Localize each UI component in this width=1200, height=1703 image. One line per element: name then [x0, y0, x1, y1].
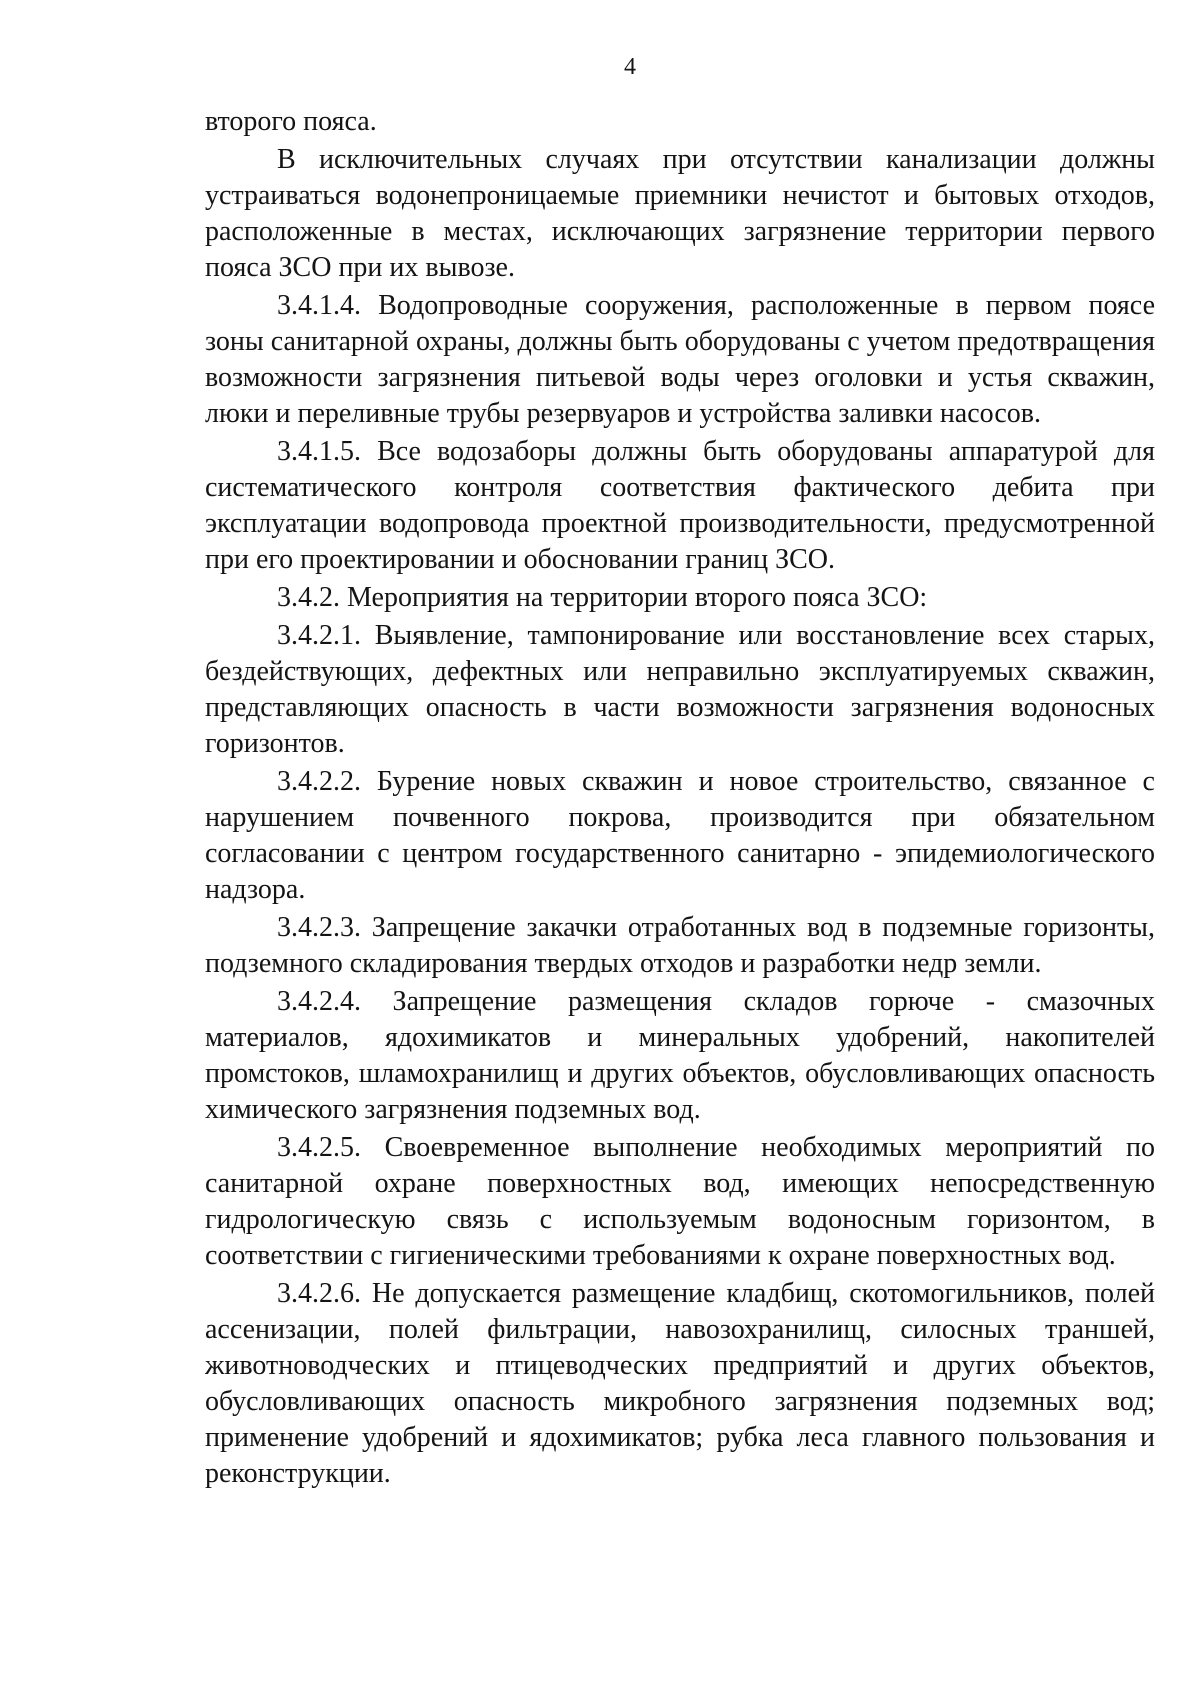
- paragraph-3-4-2-2: 3.4.2.2. Бурение новых скважин и новое строительство, связанное с нарушением почвенного покрова, производится при обязательном согласовании с центром государственного санитарно - эпидемиологического надзора.: [205, 766, 1155, 905]
- paragraph-continuation: второго пояса.: [205, 106, 377, 137]
- document-body: [205, 104, 1155, 1494]
- paragraph-3-4-2-3: 3.4.2.3. Запрещение закачки отработанных вод в подземные горизонты, подземного складирования твердых отходов и разработки недр земли.: [205, 912, 1155, 979]
- page-number: 4: [624, 54, 636, 80]
- paragraph-3-4-2-5: 3.4.2.5. Своевременное выполнение необходимых мероприятий по санитарной охране поверхностных вод, имеющих непосредственную гидрологическую связь с используемым водоносным горизонтом, в соответствии с гигиеническими требованиями к охране поверхностных вод.: [205, 1132, 1155, 1271]
- paragraph-3-4-2: 3.4.2. Мероприятия на территории второго пояса ЗСО:: [277, 582, 928, 613]
- paragraph-sewage-receivers: В исключительных случаях при отсутствии канализации должны устраиваться водонепроницаемые приемники нечистот и бытовых отходов, расположенные в местах, исключающих загрязнение территории первого пояса ЗСО при их вывозе.: [205, 144, 1155, 283]
- paragraph-3-4-1-5: 3.4.1.5. Все водозаборы должны быть оборудованы аппаратурой для систематического контроля соответствия фактического дебита при эксплуатации водопровода проектной производительности, предусмотренной при его проектировании и обосновании границ ЗСО.: [205, 436, 1155, 575]
- paragraph-3-4-2-1: 3.4.2.1. Выявление, тампонирование или восстановление всех старых, бездействующих, дефектных или неправильно эксплуатируемых скважин, представляющих опасность в части возможности загрязнения водоносных горизонтов.: [205, 620, 1155, 759]
- paragraph-3-4-2-4: 3.4.2.4. Запрещение размещения складов горюче - смазочных материалов, ядохимикатов и минеральных удобрений, накопителей промстоков, шламохранилищ и других объектов, обусловливающих опасность химического загрязнения подземных вод.: [205, 986, 1155, 1125]
- paragraph-3-4-1-4: 3.4.1.4. Водопроводные сооружения, расположенные в первом поясе зоны санитарной охраны, должны быть оборудованы с учетом предотвращения возможности загрязнения питьевой воды через оголовки и устья скважин, люки и переливные трубы резервуаров и устройства заливки насосов.: [205, 290, 1155, 429]
- paragraph-3-4-2-6: 3.4.2.6. Не допускается размещение кладбищ, скотомогильников, полей ассенизации, полей фильтрации, навозохранилищ, силосных траншей, животноводческих и птицеводческих предприятий и других объектов, обусловливающих опасность микробного загрязнения подземных вод; применение удобрений и ядохимикатов; рубка леса главного пользования и реконструкции.: [205, 1278, 1155, 1489]
